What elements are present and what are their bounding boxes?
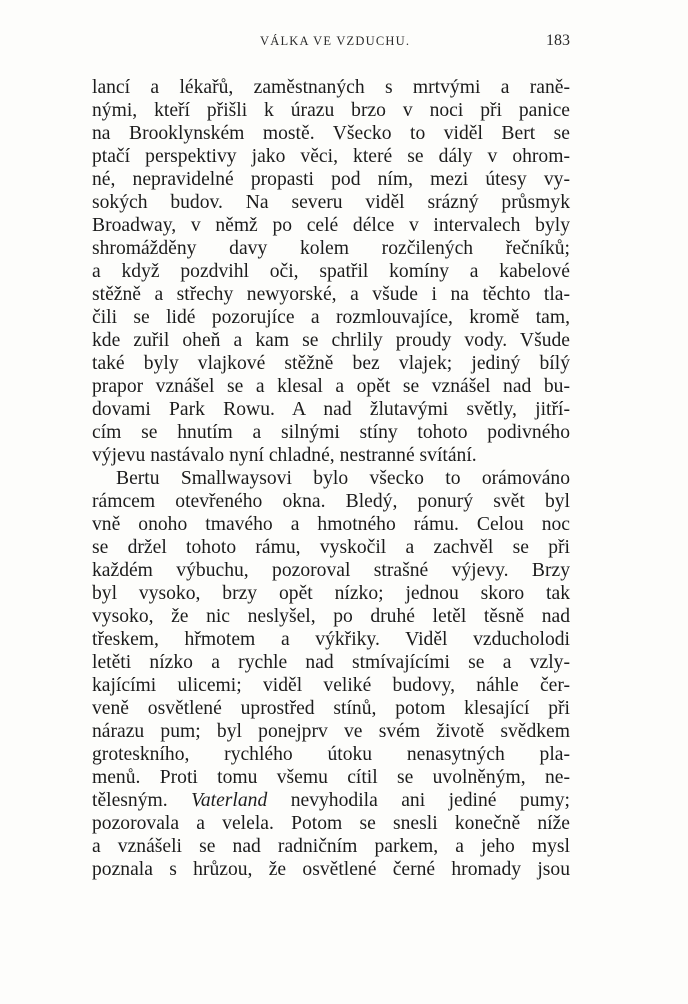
text-line: sokých budov. Na severu viděl srázný průsmyk xyxy=(92,192,570,213)
text-line: rámcem otevřeného okna. Bledý, ponurý svět byl xyxy=(92,491,570,512)
text-line: na Brooklynském mostě. Všecko to viděl Bert se xyxy=(92,123,570,144)
text-line: prapor vznášel se a klesal a opět se vznášel nad bu- xyxy=(92,376,570,397)
text-line: a vznášeli se nad radničním parkem, a jeho mysl xyxy=(92,836,570,857)
text-line: lancí a lékařů, zaměstnaných s mrtvými a raně- xyxy=(92,77,570,98)
text-line: nárazu pum; byl ponejprv ve svém životě svědkem xyxy=(92,721,570,742)
text-line: pozorovala a velela. Potom se snesli konečně níže xyxy=(92,813,570,834)
text-line: vysoko, že nic neslyšel, po druhé letěl těsně nad xyxy=(92,606,570,627)
text-line: výjevu nastávalo nyní chladné, nestranné svítání. xyxy=(92,445,477,466)
text-line: letěti nízko a rychle nad stmívajícími se a vzly- xyxy=(92,652,570,673)
text-line: a když pozdvihl oči, spatřil komíny a kabelové xyxy=(92,261,570,282)
text-run: nevyhodila ani jediné pumy; xyxy=(267,790,570,811)
text-line: ptačí perspektivy jako věci, které se dály v ohrom- xyxy=(92,146,570,167)
text-line: nými, kteří přišli k úrazu brzo v noci při panice xyxy=(92,100,570,121)
text-line: cím se hnutím a silnými stíny tohoto podivného xyxy=(92,422,570,443)
text-line: Bertu Smallwaysovi bylo všecko to orámováno xyxy=(116,468,570,489)
text-line: kajícími ulicemi; viděl veliké budovy, náhle čer- xyxy=(92,675,570,696)
text-line: veně osvětlené uprostřed stínů, potom klesající při xyxy=(92,698,570,719)
text-line: menů. Proti tomu všemu cítil se uvolněným, ne- xyxy=(92,767,570,788)
text-line: shromážděny davy kolem rozčilených řečníků; xyxy=(92,238,570,259)
text-run: tělesným. xyxy=(92,790,192,811)
ship-name: Vaterland xyxy=(191,790,268,811)
text-line: poznala s hrůzou, že osvětlené černé hromady jsou xyxy=(92,859,570,880)
text-line: se držel tohoto rámu, vyskočil a zachvěl se při xyxy=(92,537,570,558)
text-line: dovami Park Rowu. A nad žlutavými světly, jitří- xyxy=(92,399,570,420)
text-line: Broadway, v němž po celé délce v intervalech byly xyxy=(92,215,570,236)
text-line: byl vysoko, brzy opět nízko; jednou skoro tak xyxy=(92,583,570,604)
text-line: každém výbuchu, pozoroval strašné výjevy. Brzy xyxy=(92,560,570,581)
page-number: 183 xyxy=(546,32,570,49)
text-line: čili se lidé pozorujíce a rozmlouvajíce, kromě tam, xyxy=(92,307,570,328)
text-line: také byly vlajkové stěžně bez vlajek; jediný bílý xyxy=(92,353,570,374)
text-line: né, nepravidelné propasti pod ním, mezi útesy vy- xyxy=(92,169,570,190)
running-title: VÁLKA VE VZDUCHU. xyxy=(260,34,411,48)
text-line: třeskem, hřmotem a výkřiky. Viděl vzducholodi xyxy=(92,629,570,650)
running-head xyxy=(92,34,570,54)
text-line: groteskního, rychlého útoku nenasytných pla- xyxy=(92,744,570,765)
body-text xyxy=(92,76,570,881)
text-line: stěžně a střechy newyorské, a všude i na těchto tla- xyxy=(92,284,570,305)
text-line-with-italic xyxy=(92,789,570,812)
text-line: vně onoho tmavého a hmotného rámu. Celou noc xyxy=(92,514,570,535)
text-line: kde zuřil oheň a kam se chrlily proudy vody. Všude xyxy=(92,330,570,351)
